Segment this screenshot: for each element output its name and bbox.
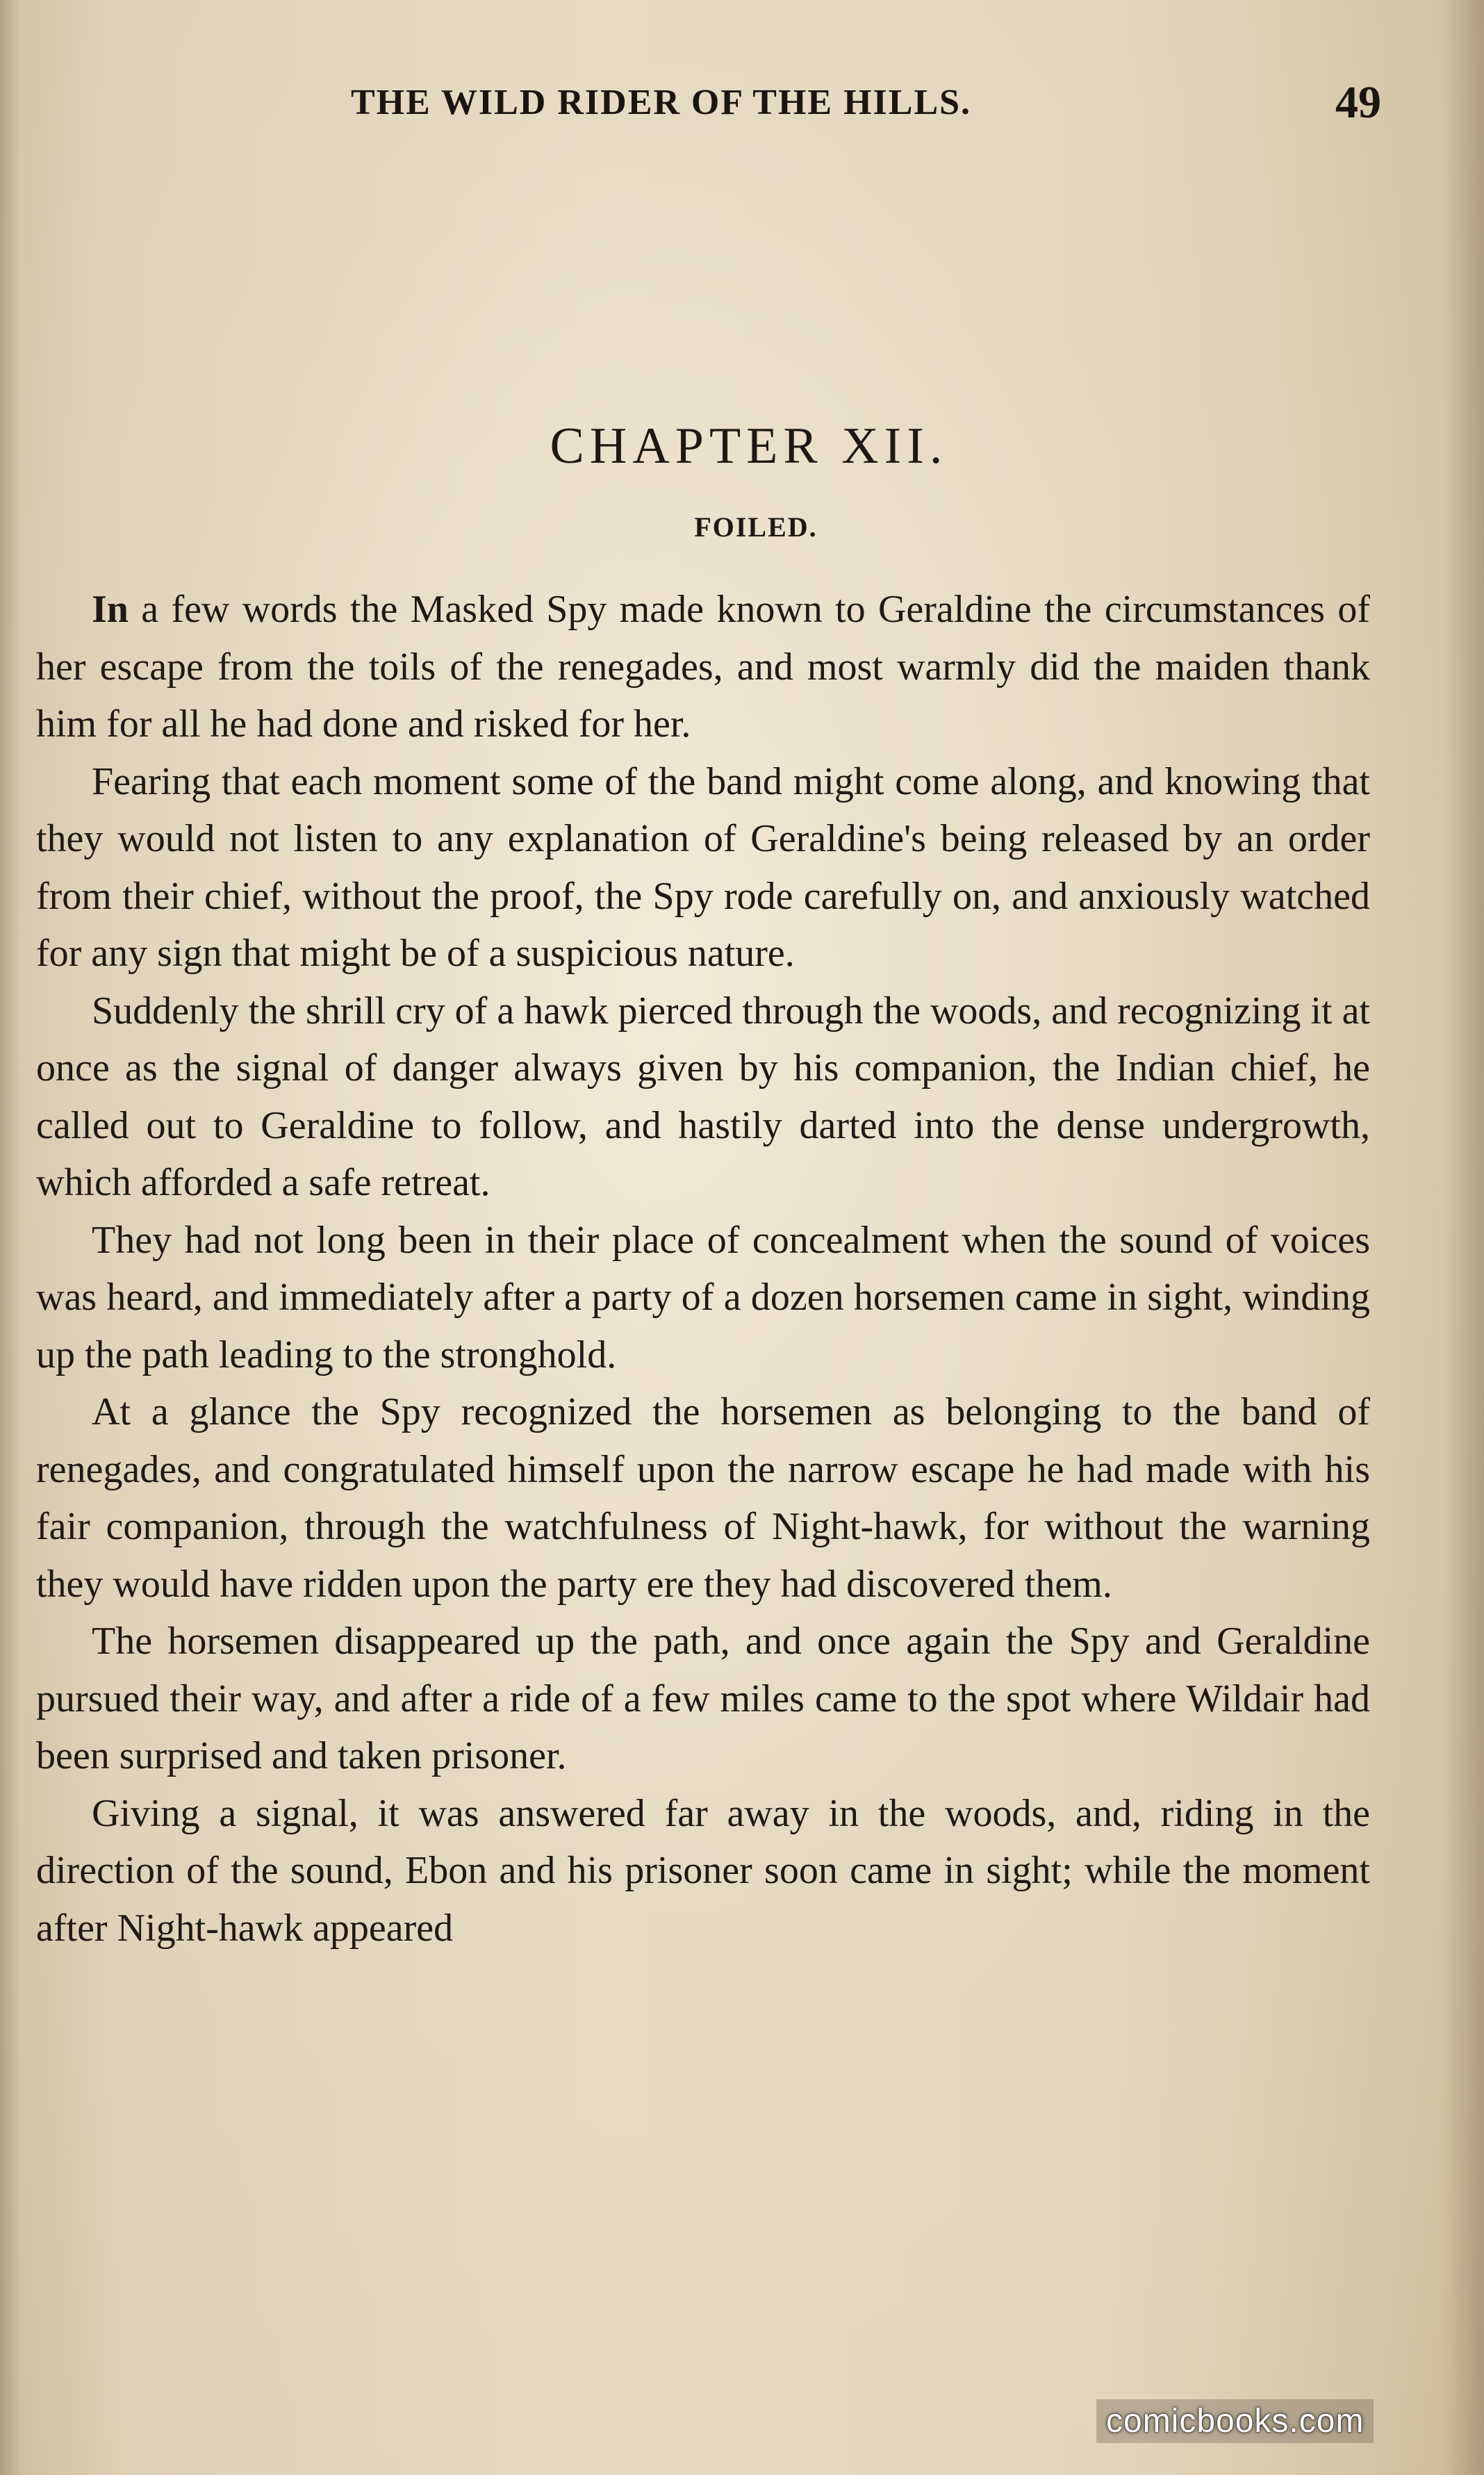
chapter-subtitle: FOILED. bbox=[694, 511, 818, 543]
paragraph-1 bbox=[36, 581, 1370, 753]
body-text bbox=[36, 581, 1370, 1957]
watermark: comicbooks.com bbox=[1096, 2399, 1374, 2443]
paragraph-7 bbox=[36, 1785, 1370, 1957]
right-page-shadow bbox=[1442, 0, 1484, 2475]
paragraph-text: They had not long been in their place of concealment when the sound of voices was heard, and immediately after a party of a dozen horsemen came in sight, winding up the path leading to the stronghold. bbox=[36, 1218, 1370, 1376]
paragraph-text: Suddenly the shrill cry of a hawk pierced through the woods, and recognizing it at once as the signal of danger always given by his companion, the Indian chief, he called out to Geraldine to follow, and hastily darted into the dense undergrowth, which afforded a safe retreat. bbox=[36, 989, 1370, 1204]
page-header bbox=[0, 77, 1484, 138]
paragraph-lead-word: In bbox=[92, 588, 129, 631]
paragraph-text: The horsemen disappeared up the path, and once again the Spy and Geraldine pursued their way, and after a ride of a few miles came to the spot where Wildair had been surprised and taken prisoner. bbox=[36, 1620, 1370, 1777]
paragraph-text: a few words the Masked Spy made known to Geraldine the circumstances of her escape from the toils of the renegades, and most warmly did the maiden thank him for all he had done and risked for her. bbox=[36, 588, 1370, 746]
paragraph-text: At a glance the Spy recognized the horsemen as belonging to the band of renegades, and congratulated himself upon the narrow escape he had made with his fair companion, through the watchfulness of Night-hawk, for without the warning they would have ridden upon the party ere they had discovered them. bbox=[36, 1390, 1370, 1606]
paragraph-text: Giving a signal, it was answered far away in the woods, and, riding in the direction of the sound, Ebon and his prisoner soon came in sight; while the moment after Night-hawk appeared bbox=[36, 1791, 1370, 1950]
chapter-title: CHAPTER XII. bbox=[550, 418, 948, 475]
paragraph-2 bbox=[36, 753, 1370, 982]
paragraph-4 bbox=[36, 1212, 1370, 1384]
paragraph-3 bbox=[36, 982, 1370, 1212]
paragraph-5 bbox=[36, 1383, 1370, 1613]
paragraph-6 bbox=[36, 1613, 1370, 1785]
page-number: 49 bbox=[1335, 77, 1381, 128]
running-head: THE WILD RIDER OF THE HILLS. bbox=[351, 83, 972, 122]
paragraph-text: Fearing that each moment some of the band might come along, and knowing that they would not listen to any explanation of Geraldine's being released by an order from their chief, without the proof, the Spy rode carefully on, and anxiously watched for any sign that might be of a suspicious nature. bbox=[36, 759, 1370, 975]
left-page-shadow bbox=[0, 0, 21, 2475]
